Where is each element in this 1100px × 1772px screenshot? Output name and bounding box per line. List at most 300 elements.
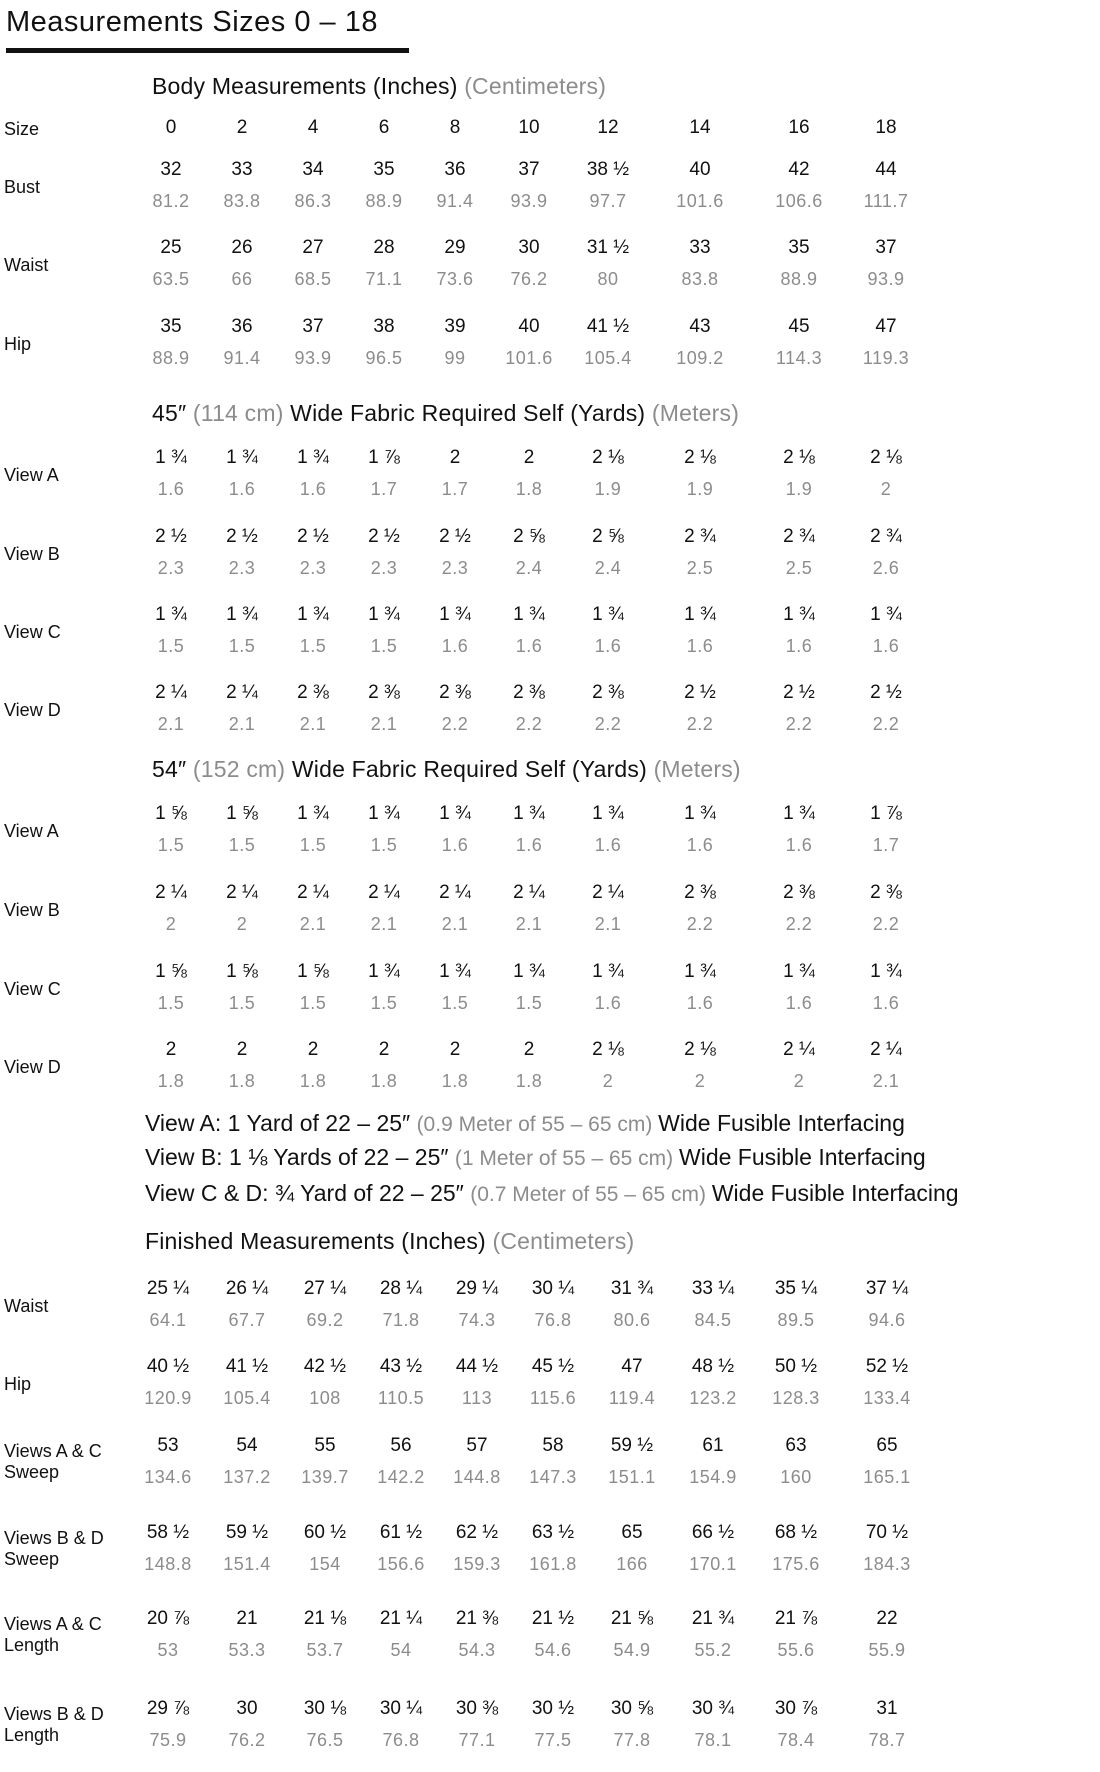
row-label-line: Views B & D (4, 1704, 104, 1724)
table-cell-secondary: 2.1 (157, 714, 185, 734)
table-cell-primary: 1 ⅝ (297, 961, 329, 982)
row-label-line: Sweep (4, 1549, 60, 1569)
row-label (4, 622, 61, 643)
table-cell-secondary: 166 (616, 1554, 648, 1574)
note-part: Wide Fusible Interfacing (679, 1144, 926, 1170)
table-cell-secondary: 53.7 (306, 1640, 344, 1660)
size-header-cell: 14 (689, 117, 711, 138)
table-cell-primary: 1 ¾ (684, 961, 716, 982)
size-header-cell: 18 (875, 117, 897, 138)
table-cell-secondary: 54.6 (534, 1640, 572, 1660)
row-label (4, 1441, 102, 1483)
table-cell-primary: 43 ½ (379, 1356, 423, 1377)
table-cell-primary: 42 (788, 159, 810, 180)
table-cell-secondary: 2.2 (441, 714, 469, 734)
table-cell-secondary: 81.2 (152, 191, 190, 211)
table-cell-secondary: 1.5 (370, 636, 398, 656)
table-cell-secondary: 75.9 (149, 1730, 187, 1750)
table-cell-secondary: 71.8 (382, 1310, 420, 1330)
table-cell-primary: 31 ½ (586, 237, 630, 258)
table-cell-secondary: 113 (461, 1388, 493, 1408)
table-cell-secondary: 159.3 (453, 1554, 501, 1574)
table-cell-primary: 2 ¼ (155, 682, 187, 703)
table-cell-primary: 2 ⅜ (297, 682, 329, 703)
row-label (4, 979, 61, 1000)
table-cell-secondary: 110.5 (377, 1388, 425, 1408)
table-cell-primary: 60 ½ (303, 1522, 347, 1543)
section-heading (145, 1228, 634, 1255)
table-cell-primary: 1 ¾ (870, 961, 902, 982)
table-cell-primary: 33 (231, 159, 253, 180)
table-cell-secondary: 1.8 (441, 1071, 469, 1091)
table-cell-primary: 2 ⅜ (592, 682, 624, 703)
table-cell-secondary: 71.1 (365, 269, 403, 289)
table-cell-secondary: 1.6 (515, 636, 543, 656)
note-part: (1 Meter of 55 – 65 cm) (454, 1147, 679, 1170)
table-cell-secondary: 83.8 (681, 269, 719, 289)
table-cell-primary: 30 (518, 237, 540, 258)
table-cell-primary: 2 ¾ (684, 526, 716, 547)
table-cell-secondary: 1.5 (228, 636, 256, 656)
table-cell-secondary: 1.6 (872, 993, 900, 1013)
table-cell-primary: 25 (160, 237, 182, 258)
table-cell-primary: 29 (444, 237, 466, 258)
table-cell-primary: 41 ½ (586, 316, 630, 337)
size-header-cell: 2 (236, 117, 248, 138)
interfacing-note (145, 1180, 959, 1207)
table-cell-secondary: 123.2 (689, 1388, 737, 1408)
table-cell-primary: 21 ⅞ (774, 1608, 818, 1629)
table-cell-secondary: 64.1 (149, 1310, 187, 1330)
table-cell-secondary: 78.1 (694, 1730, 732, 1750)
table-cell-primary: 1 ¾ (226, 447, 258, 468)
table-cell-secondary: 67.7 (228, 1310, 266, 1330)
table-cell-primary: 42 ½ (303, 1356, 347, 1377)
table-cell-secondary: 165.1 (863, 1467, 911, 1487)
row-label (4, 544, 60, 565)
table-cell-secondary: 2.5 (785, 558, 813, 578)
table-cell-primary: 2 ⅜ (439, 682, 471, 703)
note-part: (0.7 Meter of 55 – 65 cm) (470, 1183, 712, 1206)
table-cell-primary: 1 ¾ (297, 604, 329, 625)
table-cell-secondary: 1.5 (157, 835, 185, 855)
table-cell-secondary: 89.5 (777, 1310, 815, 1330)
row-label (4, 900, 60, 921)
table-cell-primary: 1 ¾ (439, 604, 471, 625)
table-cell-secondary: 97.7 (589, 191, 627, 211)
table-cell-primary: 2 ½ (226, 526, 258, 547)
table-cell-primary: 1 ¾ (368, 961, 400, 982)
table-cell-primary: 36 (231, 316, 253, 337)
table-cell-secondary: 2 (793, 1071, 805, 1091)
table-cell-primary: 57 (466, 1435, 488, 1456)
table-cell-secondary: 2.1 (228, 714, 256, 734)
table-cell-secondary: 1.5 (370, 993, 398, 1013)
table-cell-primary: 35 (788, 237, 810, 258)
table-cell-secondary: 106.6 (775, 191, 823, 211)
table-cell-secondary: 76.2 (510, 269, 548, 289)
row-label (4, 1296, 48, 1317)
table-cell-secondary: 1.9 (686, 479, 714, 499)
table-cell-primary: 61 ½ (379, 1522, 423, 1543)
table-cell-primary: 2 (236, 1039, 248, 1060)
size-header-cell: 16 (788, 117, 810, 138)
table-cell-primary: 1 ¾ (155, 447, 187, 468)
table-cell-primary: 29 ¼ (455, 1278, 499, 1299)
table-cell-primary: 30 ⅜ (455, 1698, 499, 1719)
table-cell-primary: 59 ½ (610, 1435, 654, 1456)
table-cell-secondary: 147.3 (529, 1467, 577, 1487)
table-cell-primary: 30 ¼ (379, 1698, 423, 1719)
table-cell-primary: 2 ⅜ (513, 682, 545, 703)
table-cell-secondary: 2.1 (872, 1071, 900, 1091)
note-part: Wide Fusible Interfacing (658, 1110, 905, 1136)
table-cell-primary: 2 ⅝ (592, 526, 624, 547)
table-cell-secondary: 2.2 (594, 714, 622, 734)
table-cell-primary: 2 (165, 1039, 177, 1060)
row-label-line: Views A & C (4, 1441, 102, 1461)
table-cell-primary: 1 ¾ (592, 803, 624, 824)
table-cell-primary: 36 (444, 159, 466, 180)
table-cell-secondary: 1.5 (370, 835, 398, 855)
table-cell-primary: 59 ½ (225, 1522, 269, 1543)
table-cell-secondary: 161.8 (529, 1554, 577, 1574)
table-cell-secondary: 93.9 (294, 348, 332, 368)
table-cell-secondary: 139.7 (301, 1467, 349, 1487)
table-cell-primary: 28 ¼ (379, 1278, 423, 1299)
table-cell-primary: 21 ⅜ (455, 1608, 499, 1629)
note-part: (0.9 Meter of 55 – 65 cm) (416, 1113, 659, 1136)
table-cell-primary: 2 ¼ (368, 882, 400, 903)
row-label (4, 177, 40, 198)
table-cell-secondary: 1.6 (299, 479, 327, 499)
table-cell-secondary: 105.4 (223, 1388, 271, 1408)
row-label-line: View C (4, 979, 61, 999)
table-cell-primary: 37 ¼ (865, 1278, 909, 1299)
heading-part: (Meters) (651, 400, 740, 426)
table-cell-primary: 2 ¼ (297, 882, 329, 903)
table-cell-secondary: 1.6 (594, 835, 622, 855)
heading-part: Wide Fabric Required Self (Yards) (290, 400, 652, 426)
table-cell-secondary: 83.8 (223, 191, 261, 211)
row-label-line: View D (4, 1057, 61, 1077)
table-cell-secondary: 91.4 (223, 348, 261, 368)
table-cell-primary: 44 ½ (455, 1356, 499, 1377)
table-cell-secondary: 151.1 (608, 1467, 656, 1487)
table-cell-secondary: 96.5 (365, 348, 403, 368)
table-cell-primary: 2 ½ (783, 682, 815, 703)
size-header-cell: 6 (378, 117, 390, 138)
row-label: Size (4, 119, 40, 139)
table-cell-primary: 2 ¼ (513, 882, 545, 903)
table-cell-primary: 2 (307, 1039, 319, 1060)
table-cell-secondary: 2.1 (370, 914, 398, 934)
table-cell-secondary: 184.3 (863, 1554, 911, 1574)
table-cell-secondary: 54.9 (613, 1640, 651, 1660)
table-cell-primary: 2 ¼ (870, 1039, 902, 1060)
table-cell-primary: 34 (302, 159, 324, 180)
row-label (4, 465, 59, 486)
table-cell-secondary: 1.6 (594, 993, 622, 1013)
table-cell-primary: 1 ⅝ (155, 803, 187, 824)
table-cell-secondary: 93.9 (510, 191, 548, 211)
table-cell-primary: 45 (788, 316, 810, 337)
table-cell-primary: 1 ¾ (783, 961, 815, 982)
table-cell-primary: 29 ⅞ (146, 1698, 190, 1719)
table-cell-primary: 2 ⅛ (684, 447, 716, 468)
row-label (4, 334, 31, 355)
table-cell-primary: 21 ⅛ (303, 1608, 347, 1629)
table-cell-primary: 2 ⅛ (592, 447, 624, 468)
table-cell-secondary: 111.7 (863, 191, 909, 211)
table-cell-primary: 2 ⅜ (783, 882, 815, 903)
table-cell-primary: 1 ¾ (297, 447, 329, 468)
heading-part: 54″ (152, 756, 193, 782)
table-cell-primary: 33 (689, 237, 711, 258)
table-cell-secondary: 2.1 (441, 914, 469, 934)
table-cell-secondary: 2.3 (228, 558, 256, 578)
row-label (4, 1528, 104, 1570)
table-cell-secondary: 78.4 (777, 1730, 815, 1750)
table-cell-primary: 53 (157, 1435, 179, 1456)
table-cell-secondary: 2.1 (299, 914, 327, 934)
table-cell-secondary: 2 (880, 479, 892, 499)
page-title: Measurements Sizes 0 – 18 (6, 6, 378, 38)
table-cell-primary: 2 ¾ (783, 526, 815, 547)
table-cell-secondary: 144.8 (453, 1467, 501, 1487)
heading-part: (Centimeters) (464, 73, 607, 99)
table-cell-primary: 21 ½ (531, 1608, 575, 1629)
table-cell-secondary: 88.9 (780, 269, 818, 289)
table-cell-secondary: 1.6 (228, 479, 256, 499)
table-cell-secondary: 1.8 (515, 479, 543, 499)
table-cell-primary: 1 ¾ (684, 803, 716, 824)
table-cell-secondary: 54 (390, 1640, 412, 1660)
table-cell-secondary: 69.2 (306, 1310, 344, 1330)
table-cell-secondary: 1.7 (370, 479, 398, 499)
interfacing-note (145, 1144, 926, 1171)
table-cell-primary: 2 (523, 1039, 535, 1060)
table-cell-secondary: 105.4 (584, 348, 632, 368)
table-cell-primary: 38 ½ (586, 159, 630, 180)
table-cell-primary: 39 (444, 316, 466, 337)
table-cell-secondary: 1.5 (299, 636, 327, 656)
note-part: View B: 1 ⅛ Yards of 22 – 25″ (145, 1144, 455, 1170)
table-cell-secondary: 63.5 (152, 269, 190, 289)
table-cell-secondary: 2.6 (872, 558, 900, 578)
table-cell-primary: 2 ½ (870, 682, 902, 703)
row-label-line: Length (4, 1725, 60, 1745)
table-cell-secondary: 55.2 (694, 1640, 732, 1660)
table-cell-primary: 1 ¾ (513, 803, 545, 824)
table-cell-primary: 2 ¼ (226, 882, 258, 903)
table-cell-primary: 2 ⅛ (592, 1039, 624, 1060)
table-cell-primary: 1 ¾ (783, 803, 815, 824)
table-cell-primary: 62 ½ (455, 1522, 499, 1543)
table-cell-primary: 1 ¾ (592, 604, 624, 625)
table-cell-primary: 1 ¾ (513, 961, 545, 982)
table-cell-primary: 2 ⅛ (870, 447, 902, 468)
table-cell-primary: 2 ⅝ (513, 526, 545, 547)
table-cell-secondary: 119.3 (862, 348, 910, 368)
table-cell-secondary: 88.9 (152, 348, 190, 368)
table-cell-secondary: 1.7 (872, 835, 900, 855)
table-cell-secondary: 156.6 (377, 1554, 425, 1574)
table-cell-secondary: 77.8 (613, 1730, 651, 1750)
table-cell-secondary: 2.2 (785, 914, 813, 934)
note-part: View A: 1 Yard of 22 – 25″ (145, 1110, 417, 1136)
table-cell-secondary: 120.9 (144, 1388, 192, 1408)
table-cell-primary: 22 (876, 1608, 898, 1629)
table-cell-primary: 40 (689, 159, 711, 180)
table-cell-primary: 63 (785, 1435, 807, 1456)
row-label (4, 1704, 104, 1746)
table-cell-secondary: 2 (165, 914, 177, 934)
table-cell-primary: 2 ½ (297, 526, 329, 547)
table-cell-primary: 2 ¼ (155, 882, 187, 903)
table-cell-primary: 48 ½ (691, 1356, 735, 1377)
row-label (4, 1614, 102, 1656)
heading-part: (Centimeters) (492, 1228, 635, 1254)
table-cell-primary: 32 (160, 159, 182, 180)
table-cell-primary: 35 (373, 159, 395, 180)
size-header-cell: 8 (449, 117, 461, 138)
table-cell-primary: 25 ¼ (146, 1278, 190, 1299)
table-cell-secondary: 2.4 (594, 558, 622, 578)
table-cell-primary: 30 ¾ (691, 1698, 735, 1719)
table-cell-primary: 1 ¾ (439, 803, 471, 824)
table-cell-secondary: 119.4 (608, 1388, 656, 1408)
table-cell-primary: 58 ½ (146, 1522, 190, 1543)
table-cell-secondary: 2.2 (686, 914, 714, 934)
table-cell-secondary: 77.1 (458, 1730, 496, 1750)
size-header-cell: 0 (165, 117, 177, 138)
table-cell-secondary: 1.7 (441, 479, 469, 499)
size-header-cell: 4 (307, 117, 319, 138)
table-cell-secondary: 1.5 (299, 835, 327, 855)
row-label-line: Views B & D (4, 1528, 104, 1548)
table-cell-primary: 52 ½ (865, 1356, 909, 1377)
table-cell-secondary: 1.6 (686, 636, 714, 656)
table-cell-secondary: 1.5 (157, 993, 185, 1013)
table-cell-primary: 2 ¼ (783, 1039, 815, 1060)
table-cell-primary: 1 ¾ (226, 604, 258, 625)
table-cell-primary: 68 ½ (774, 1522, 818, 1543)
table-cell-primary: 50 ½ (774, 1356, 818, 1377)
table-cell-primary: 2 (449, 447, 461, 468)
table-cell-secondary: 80 (597, 269, 619, 289)
row-label-line: View B (4, 544, 60, 564)
table-cell-secondary: 2.1 (299, 714, 327, 734)
table-cell-secondary: 99 (444, 348, 466, 368)
table-cell-primary: 2 ½ (684, 682, 716, 703)
heading-part: (152 cm) (192, 756, 292, 782)
table-cell-secondary: 1.9 (785, 479, 813, 499)
table-cell-secondary: 1.5 (515, 993, 543, 1013)
table-cell-primary: 35 (160, 316, 182, 337)
table-cell-primary: 33 ¼ (691, 1278, 735, 1299)
table-cell-secondary: 160 (780, 1467, 812, 1487)
table-cell-secondary: 2.2 (872, 914, 900, 934)
heading-part: (Meters) (653, 756, 741, 782)
table-cell-secondary: 1.6 (686, 835, 714, 855)
table-cell-secondary: 1.5 (157, 636, 185, 656)
table-cell-secondary: 108 (309, 1388, 341, 1408)
table-cell-primary: 30 ⅞ (774, 1698, 818, 1719)
table-cell-primary: 30 ½ (531, 1698, 575, 1719)
table-cell-secondary: 86.3 (294, 191, 332, 211)
table-cell-secondary: 2.1 (594, 914, 622, 934)
table-cell-secondary: 2.1 (515, 914, 543, 934)
table-cell-primary: 1 ⅞ (870, 803, 902, 824)
table-cell-secondary: 2 (694, 1071, 706, 1091)
table-cell-secondary: 1.6 (785, 835, 813, 855)
table-cell-secondary: 137.2 (223, 1467, 271, 1487)
table-cell-secondary: 1.5 (228, 993, 256, 1013)
table-cell-secondary: 55.6 (777, 1640, 815, 1660)
table-cell-primary: 40 (518, 316, 540, 337)
table-cell-secondary: 114.3 (775, 348, 823, 368)
interfacing-note (145, 1110, 905, 1137)
table-cell-primary: 20 ⅞ (146, 1608, 190, 1629)
title-underline (6, 48, 409, 53)
table-cell-primary: 65 (876, 1435, 898, 1456)
table-cell-secondary: 1.5 (228, 835, 256, 855)
table-cell-primary: 2 ½ (439, 526, 471, 547)
heading-part: Body Measurements (Inches) (152, 73, 465, 99)
table-cell-secondary: 55.9 (868, 1640, 906, 1660)
table-cell-primary: 45 ½ (531, 1356, 575, 1377)
heading-part: Wide Fabric Required Self (Yards) (291, 756, 654, 782)
table-cell-secondary: 1.5 (441, 993, 469, 1013)
row-label-line: Length (4, 1635, 60, 1655)
table-cell-primary: 66 ½ (691, 1522, 735, 1543)
table-cell-secondary: 88.9 (365, 191, 403, 211)
table-cell-primary: 1 ¾ (368, 604, 400, 625)
table-cell-primary: 2 ¾ (870, 526, 902, 547)
table-cell-primary: 1 ¾ (155, 604, 187, 625)
table-cell-primary: 31 (876, 1698, 898, 1719)
table-cell-primary: 2 ⅜ (870, 882, 902, 903)
table-cell-secondary: 2.3 (441, 558, 469, 578)
table-cell-primary: 21 ⅝ (610, 1608, 654, 1629)
table-cell-secondary: 76.5 (306, 1730, 344, 1750)
table-cell-secondary: 76.8 (534, 1310, 572, 1330)
row-label-line: Bust (4, 177, 41, 197)
section-heading (152, 756, 741, 783)
row-label-line: View B (4, 900, 60, 920)
table-cell-secondary: 154.9 (689, 1467, 737, 1487)
table-cell-secondary: 151.4 (223, 1554, 271, 1574)
table-cell-primary: 2 ½ (155, 526, 187, 547)
table-cell-primary: 26 (231, 237, 253, 258)
table-cell-secondary: 134.6 (144, 1467, 192, 1487)
row-label-line: Waist (4, 1296, 49, 1316)
table-cell-primary: 1 ¾ (297, 803, 329, 824)
table-cell-secondary: 2.2 (686, 714, 714, 734)
table-cell-primary: 21 ¼ (379, 1608, 423, 1629)
table-cell-primary: 54 (236, 1435, 258, 1456)
table-cell-secondary: 2 (602, 1071, 614, 1091)
table-cell-secondary: 2.2 (872, 714, 900, 734)
size-header-cell: 12 (597, 117, 619, 138)
table-cell-primary: 1 ⅞ (368, 447, 400, 468)
table-cell-primary: 26 ¼ (225, 1278, 269, 1299)
table-cell-primary: 70 ½ (865, 1522, 909, 1543)
table-cell-secondary: 128.3 (772, 1388, 820, 1408)
table-cell-secondary: 1.5 (299, 993, 327, 1013)
row-label-line: Sweep (4, 1462, 60, 1482)
